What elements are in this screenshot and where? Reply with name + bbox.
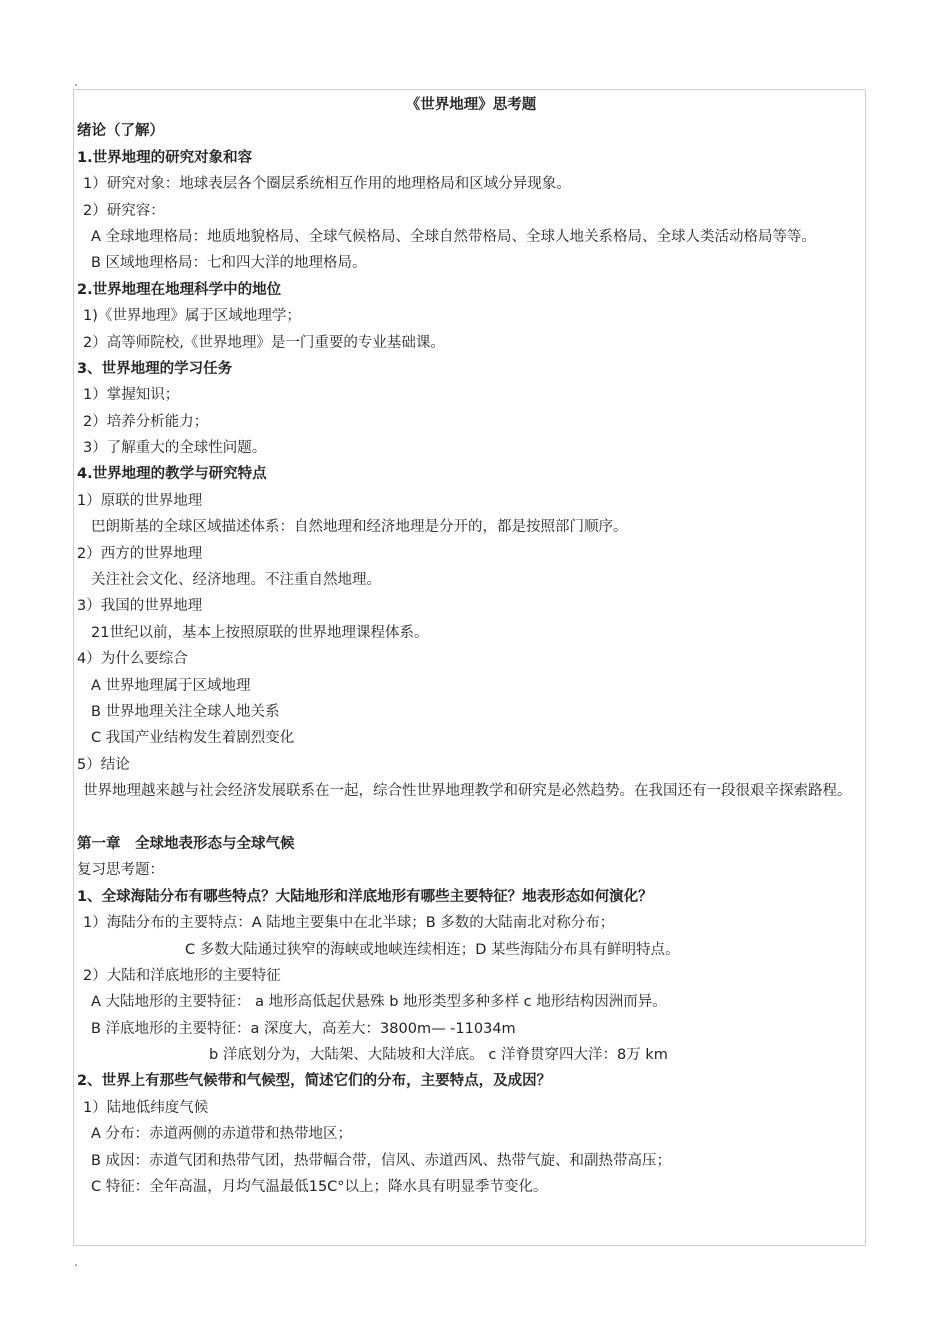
list-item: 2）高等师院校,《世界地理》是一门重要的专业基础课。: [83, 334, 445, 351]
paragraph: 世界地理越来越与社会经济发展联系在一起，综合性世界地理教学和研究是必然趋势。在我国还有一段很艰辛探索路程。: [83, 783, 852, 800]
list-item: 2）培养分析能力；: [83, 413, 209, 430]
paragraph: A 全球地理格局：地质地貌格局、全球气候格局、全球自然带格局、全球人地关系格局、全球人类活动格局等等。: [91, 228, 817, 245]
list-item: 1）研究对象：地球表层各个圈层系统相互作用的地理格局和区域分异现象。: [83, 176, 571, 193]
question-heading: 2、世界上有那些气候带和气候型，简述它们的分布，主要特点，及成因？: [77, 1073, 552, 1090]
subheading: 复习思考题：: [77, 862, 164, 879]
list-item: B 洋底地形的主要特征：a 深度大，高差大：3800m— -11034m: [91, 1020, 516, 1037]
list-item: A 世界地理属于区域地理: [91, 677, 251, 694]
page-mark-bottom: .: [74, 1255, 78, 1269]
question-heading: 1、全球海陆分布有哪些特点？大陆地形和洋底地形有哪些主要特征？地表形态如何演化？: [77, 888, 653, 905]
list-item: 2）大陆和洋底地形的主要特征: [83, 967, 281, 984]
paragraph: 巴朗斯基的全球区域描述体系：自然地理和经济地理是分开的，都是按照部门顺序。: [91, 519, 628, 536]
list-item: 5）结论: [77, 756, 130, 773]
paragraph: 关注社会文化、经济地理。不注重自然地理。: [91, 572, 381, 589]
document-body: [77, 92, 865, 1200]
question-heading: 3、世界地理的学习任务: [77, 360, 233, 377]
list-item: C 多数大陆通过狭窄的海峡或地峡连续相连；D 某些海陆分布具有鲜明特点。: [185, 941, 680, 958]
list-item: B 成因：赤道气团和热带气团，热带幅合带，信风、赤道西风、热带气旋、和副热带高压；: [91, 1152, 672, 1169]
list-item: b 洋底划分为，大陆架、大陆坡和大洋底。 c 洋脊贯穿四大洋：8万 km: [209, 1047, 668, 1064]
list-item: 1）陆地低纬度气候: [83, 1099, 209, 1116]
list-item: 1）原联的世界地理: [77, 492, 203, 509]
question-heading: 2.世界地理在地理科学中的地位: [77, 281, 282, 298]
list-item: 1）海陆分布的主要特点：A 陆地主要集中在北半球；B 多数的大陆南北对称分布；: [83, 915, 615, 932]
list-item: 1）掌握知识；: [83, 387, 180, 404]
list-item: C 特征：全年高温，月均气温最低15C°以上；降水具有明显季节变化。: [91, 1179, 548, 1196]
question-heading: 4.世界地理的教学与研究特点: [77, 466, 267, 483]
list-item: 1)《世界地理》属于区域地理学；: [83, 308, 301, 325]
list-item: 4）为什么要综合: [77, 651, 188, 668]
chapter-heading: 第一章 全球地表形态与全球气候: [77, 835, 295, 852]
list-item: 3）了解重大的全球性问题。: [83, 440, 267, 457]
spacer: [77, 805, 865, 831]
paragraph: 21世纪以前，基本上按照原联的世界地理课程体系。: [91, 624, 429, 641]
intro-heading: 绪论（了解）: [77, 123, 164, 140]
question-heading: 1.世界地理的研究对象和容: [77, 149, 253, 166]
list-item: 2）西方的世界地理: [77, 545, 203, 562]
list-item: A 分布：赤道两侧的赤道带和热带地区；: [91, 1126, 353, 1143]
list-item: 3）我国的世界地理: [77, 598, 203, 615]
list-item: B 区域地理格局：七和四大洋的地理格局。: [91, 255, 367, 272]
list-item: C 我国产业结构发生着剧烈变化: [91, 730, 295, 747]
list-item: B 世界地理关注全球人地关系: [91, 704, 280, 720]
list-item: A 大陆地形的主要特征： a 地形高低起伏悬殊 b 地形类型多种多样 c 地形结构因洲而异。: [91, 994, 667, 1011]
page-mark-top: .: [74, 75, 78, 89]
list-item: 2）研究容：: [83, 202, 165, 219]
document-title: 《世界地理》思考题: [405, 97, 537, 113]
